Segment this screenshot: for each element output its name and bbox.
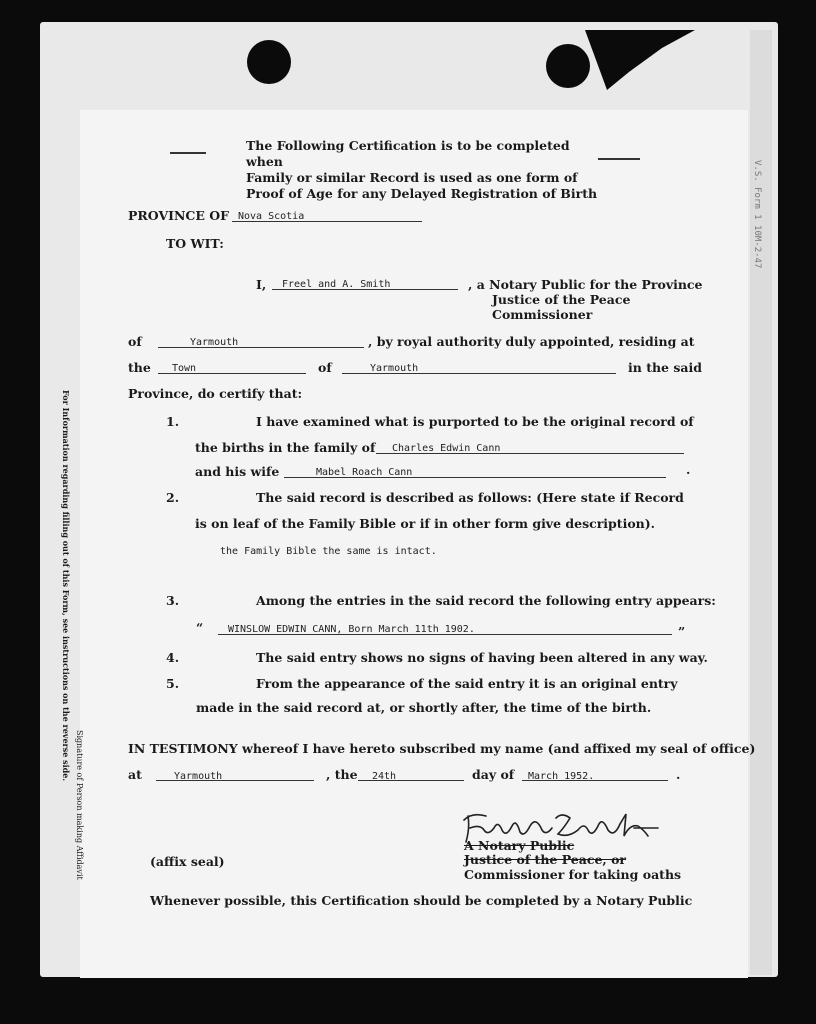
item-4-text: The said entry shows no signs of having been altered in any way. <box>256 650 708 665</box>
testimony-at: at <box>128 767 142 782</box>
item-1-father: Charles Edwin Cann <box>392 443 501 454</box>
item-3-entry-line <box>218 634 672 635</box>
margin-info-note: For Information regarding filling out of this Form, see instructions on the reverse side. <box>61 390 71 782</box>
notary-title-2: Justice of the Peace <box>492 292 631 307</box>
item-5-text-2: made in the said record at, or shortly after, the time of the birth. <box>196 700 652 715</box>
item-5-number: 5. <box>166 676 180 691</box>
item-1-births: the births in the family of <box>195 440 376 455</box>
signature-notary-public: A Notary Public <box>464 838 575 853</box>
form-heading <box>246 138 606 202</box>
testimony-the: , the <box>326 767 358 782</box>
testimony-place-line <box>156 780 314 781</box>
signature-justice: Justice of the Peace, or <box>464 852 627 867</box>
item-1-text: I have examined what is purported to be the original record of <box>256 414 694 429</box>
province-value: Nova Scotia <box>238 211 305 222</box>
item-3-number: 3. <box>166 593 180 608</box>
item-1-mother: Mabel Roach Cann <box>316 467 413 478</box>
punch-hole-right <box>546 44 590 88</box>
item-2-description: the Family Bible the same is intact. <box>220 546 437 557</box>
heading-line: The Following Certification is to be completed when <box>246 138 570 169</box>
affix-seal: (affix seal) <box>150 854 225 869</box>
pen-mark <box>170 152 206 154</box>
item-3-entry: WINSLOW EDWIN CANN, Born March 11th 1902. <box>228 624 475 635</box>
testimony-day-line <box>358 780 464 781</box>
the-of: of <box>318 360 332 375</box>
item-1-period: . <box>686 462 691 477</box>
item-2-text: The said record is described as follows: (Here state if Record <box>256 490 684 505</box>
heading-line: Family or similar Record is used as one form of <box>246 170 578 185</box>
of-place-line <box>158 347 364 348</box>
notary-name-line <box>272 289 458 290</box>
province-line <box>232 221 422 222</box>
signature-commissioner: Commissioner for taking oaths <box>464 867 682 882</box>
testimony-period: . <box>676 767 681 782</box>
of-place: Yarmouth <box>190 337 239 348</box>
the-tail: in the said <box>628 360 702 375</box>
notary-name: Freel and A. Smith <box>282 279 391 290</box>
heading-line: Proof of Age for any Delayed Registration of Birth <box>246 186 598 201</box>
item-4-number: 4. <box>166 650 180 665</box>
testimony-line: IN TESTIMONY whereof I have hereto subscribed my name (and affixed my seal of office) <box>128 741 756 756</box>
margin-signature-note: Signature of Person making Affidavit <box>75 730 84 880</box>
the-label: the <box>128 360 151 375</box>
notary-prefix: I, <box>256 277 267 292</box>
item-3-close-quote: ” <box>678 624 686 639</box>
testimony-place: Yarmouth <box>174 771 223 782</box>
item-3-text: Among the entries in the said record the following entry appears: <box>256 593 716 608</box>
item-3-open-quote: “ <box>196 620 204 635</box>
the-kind: Town <box>172 363 197 374</box>
to-wit: TO WIT: <box>166 236 224 251</box>
the-place-line <box>342 373 616 374</box>
footer-note: Whenever possible, this Certification should be completed by a Notary Public <box>150 893 693 908</box>
item-5-text: From the appearance of the said entry it is an original entry <box>256 676 678 691</box>
province-certify: Province, do certify that: <box>128 386 303 401</box>
the-place: Yarmouth <box>370 363 419 374</box>
item-2-number: 2. <box>166 490 180 505</box>
item-1-father-line <box>376 453 684 454</box>
item-1-mother-line <box>284 477 666 478</box>
the-kind-line <box>158 373 306 374</box>
item-1-number: 1. <box>166 414 180 429</box>
item-1-wife-label: and his wife <box>195 464 280 479</box>
form-number: V.S. Form 1 10M-2-47 <box>752 160 762 269</box>
notary-title-3: Commissioner <box>492 307 593 322</box>
notary-title-1: , a Notary Public for the Province <box>468 277 703 292</box>
item-2-text-2: is on leaf of the Family Bible or if in other form give description). <box>195 516 656 531</box>
province-label: PROVINCE OF <box>128 208 230 223</box>
punch-hole-left <box>247 40 291 84</box>
of-text: , by royal authority duly appointed, residing at <box>368 334 695 349</box>
testimony-day: 24th <box>372 771 397 782</box>
of-label: of <box>128 334 142 349</box>
testimony-day-of: day of <box>472 767 515 782</box>
testimony-month-line <box>522 780 668 781</box>
testimony-month-year: March 1952. <box>528 771 595 782</box>
